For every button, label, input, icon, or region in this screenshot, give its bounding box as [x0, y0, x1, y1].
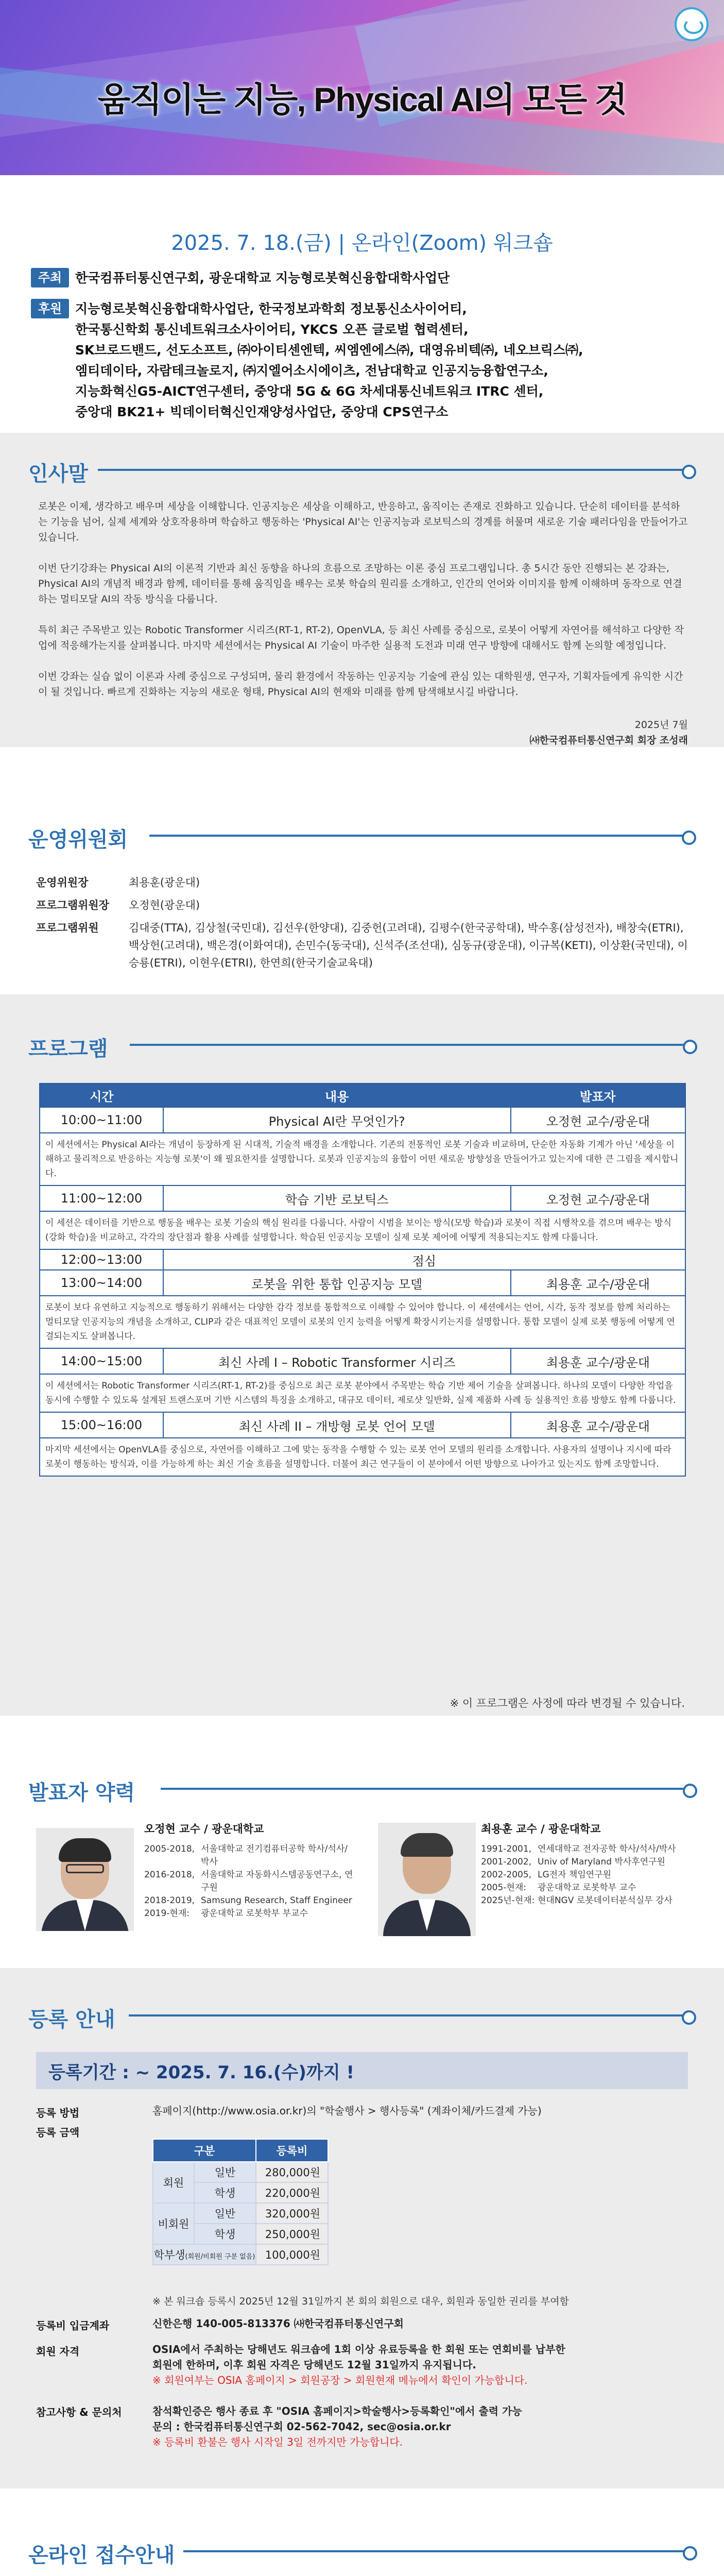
event-date: 2025. 7. 18.(금) | 온라인(Zoom) 워크숍 [171, 231, 553, 255]
method-label: 등록 방법 [36, 2107, 80, 2119]
section-divider [98, 469, 695, 471]
sponsor-label: 후원 [31, 299, 69, 318]
speaker-bio-2: 최용훈 교수 / 광운대학교 1991-2001, 연세대학교 전자공학 학사/석사/박사 2001-2002, Univ of Maryland 박사후연구원 2002-2005, LG전자 책임연구원 2005-현재: 광운대학교 로봇학부 교수 2025년-현재: 현대NGV 로봇데이터분석실무 강사 [481, 1823, 676, 1906]
method-text: 홈페이지(http://www.osia.or.kr)의 "학술행사 > 행사등록" (계좌이체/카드결제 가능) [152, 2105, 542, 2117]
speakers-title: 발표자 약력 [28, 1781, 135, 1805]
account-label: 등록비 입금계좌 [36, 2319, 110, 2332]
table-row: 10:00~11:00 Physical AI란 무엇인가? 오정현 교수/광운대 [40, 1107, 685, 1133]
registration-period: 등록기간 : ~ 2025. 7. 16.(수)까지 ! [36, 2052, 688, 2089]
greeting-title: 인사말 [28, 462, 88, 486]
committee-list: 운영위원장 최용훈(광운대) 프로그램위원장 오정현(광운대) 프로그램위원 김대중(TTA), 김상철(국민대), 김선우(한양대), 김중헌(고려대), 김평수(한국공학대), 박수홍(삼성전자), 배창숙(ETRI), 백상헌(고려대), 백은경(이화여대), 손민수(동국대), 신석주(조선대), 심동규(광운대), 이규복(KETI), 이상환(국민대), 이승룡(ETRI), 이현우(ETRI), 한연희(한국기술교육대) [36, 876, 688, 969]
fee-table: 구분 등록비 회원 일반 280,000원 학생 220,000원 비회원 일반 320,000원 학생 250,000원 학부생(회원/비회원 구분 없음) 100,000원 [152, 2139, 329, 2265]
host-row [31, 268, 667, 289]
online-title: 온라인 접수안내 [28, 2544, 175, 2567]
member-text: OSIA에서 주최하는 당해년도 워크숍에 1회 이상 유료등록을 한 회원 또는 연회비를 납부한 회원에 한하며, 이후 회원 자격은 당해년도 12월 31일까지 유지됩니다. ※ 회원여부는 OSIA 홈페이지 > 회원공장 > 회원현재 메뉴에서 확인이 가능합니다. [152, 2343, 565, 2386]
program-table: 시간 내용 발표자 10:00~11:00 Physical AI란 무엇인가? 오정현 교수/광운대 이 세션에서는 Physical AI라는 개념이 등장하게 된 시대적, 기술적 배경을 소개합니다. 기존의 전통적인 로봇 기술과 비교하며, 단순한 자동화 기계가 아닌 '세상을 이해하고 물리적으로 반응하는 지능형 로봇'이 왜 필요한지를 설명합니다. 로봇과 인공지능의 융합이 어떤 새로운 방향성을 만들어가고 있는지에 대한 큰 그림을 제시합니다. 11:00~12:00 학습 기반 로보틱스 오정현 교수/광운대 이 세션은 데이터를 기반으로 행동을 배우는 로봇 기술의 핵심 원리를 다룹니다. 사람이 시범을 보이는 방식(모방 학습)과 로봇이 직접 시행착오를 겪으며 배우는 방식(강화 학습)을 비교하고, 각각의 장단점과 활용 사례를 설명합니다. 학습된 인공지능 모델이 실제 로봇 제어에 어떻게 적용되는지도 함께 다룹니다. 12:00~13:00 점심 13:00~14:00 로봇을 위한 통합 인공지능 모델 최용훈 교수/광운대 로봇이 보다 유연하고 지능적으로 행동하기 위해서는 다양한 감각 정보를 통합적으로 이해할 수 있어야 합니다. 이 세션에서는 언어, 시각, 동작 정보를 함께 처리하는 멀티모달 인공지능의 개념을 소개하고, CLIP과 같은 대표적인 모델이 로봇의 인지 능력을 어떻게 확장시키는지를 설명합니다. 통합 모델이 실제 로봇 행동에 어떻게 연결되는지도 살펴봅니다. 14:00~15:00 최신 사례 I – Robotic Transformer 시리즈 최용훈 교수/광운대 이 세션에서는 Robotic Transformer 시리즈(RT-1, RT-2)를 중심으로 최근 로봇 분야에서 주목받는 학습 기반 제어 기술을 살펴봅니다. 하나의 모델이 다양한 작업을 동시에 수행할 수 있도록 설계된 트랜스포머 기반 시스템의 특징을 소개하고, 대규모 데이터, 제로샷 일반화, 실제 제품화 사례 등 실용적인 흐름 방향도 함께 다룹니다. 15:00~16:00 최신 사례 II – 개방형 로봇 언어 모델 최용훈 교수/광운대 마지막 세션에서는 OpenVLA를 중심으로, 자연어를 이해하고 그에 맞는 동작을 수행할 수 있는 로봇 언어 모델의 원리를 소개합니다. 사용자의 설명이나 지시에 따라 로봇이 행동하는 방식과, 이를 가능하게 하는 최신 기술 흐름을 설명합니다. 더불어 최근 연구들이 이 분야에서 어떤 방향으로 나아가고 있는지도 함께 조망합니다. [39, 1083, 686, 1477]
table-row: 학생 250,000원 [153, 2224, 328, 2244]
account-text: 신한은행 140-005-813376 ㈔한국컴퓨터통신연구회 [152, 2317, 404, 2330]
section-divider [183, 2550, 696, 2552]
sponsor-text: 지능형로봇혁신융합대학사업단, 한국정보과학회 정보통신소사이어티, 한국통신학회 통신네트워크소사이어티, YKCS 오픈 글로벌 협력센터, SK브로드밴드, 선도소프트, ㈜아이티센엔텍, 씨엠엔에스㈜, 대영유비텍㈜, 네오브릭스㈜, 엠티데이타, 자람테크놀로지, ㈜지엘어소시에이츠, 전남대학교 인공지능융합연구소, 지능화혁신G5-AICT연구센터, 중앙대 5G & 6G 차세대통신네트워크 ITRC 센터, 중앙대 BK21+ 빅데이터혁신인재양성사업단, 중앙대 CPS연구소 [75, 301, 583, 419]
program-title: 프로그램 [28, 1037, 108, 1061]
table-row: 로봇이 보다 유연하고 지능적으로 행동하기 위해서는 다양한 감각 정보를 통합적으로 이해할 수 있어야 합니다. 이 세션에서는 언어, 시각, 동작 정보를 함께 처리하는 멀티모달 인공지능의 개념을 소개하고, CLIP과 같은 대표적인 모델이 로봇의 인지 능력을 어떻게 확장시키는지를 설명합니다. 통합 모델이 실제 로봇 행동에 어떻게 연결되는지도 살펴봅니다. [40, 1296, 685, 1348]
table-row: 학부생(회원/비회원 구분 없음) 100,000원 [153, 2244, 328, 2265]
table-row: 마지막 세션에서는 OpenVLA를 중심으로, 자연어를 이해하고 그에 맞는 동작을 수행할 수 있는 로봇 언어 모델의 원리를 소개합니다. 사용자의 설명이나 지시에 따라 로봇이 행동하는 방식과, 이를 가능하게 하는 최신 기술 흐름을 설명합니다. 더불어 최근 연구들이 이 분야에서 어떤 방향으로 나아가고 있는지도 함께 조망합니다. [40, 1438, 685, 1476]
host-text: 한국컴퓨터통신연구회, 광운대학교 지능형로봇혁신융합대학사업단 [75, 270, 450, 285]
section-divider [161, 1788, 696, 1790]
osia-logo-icon [675, 7, 709, 41]
hero-title: 움직이는 지능, Physical AI의 모든 것 [97, 80, 627, 118]
fee-note: ※ 본 워크숍 등록시 2025년 12월 31일까지 본 회의 회원으로 대우, 회원과 동일한 권리를 부여함 [152, 2296, 569, 2307]
registration-title: 등록 안내 [28, 2008, 115, 2031]
sponsor-row [31, 299, 667, 422]
table-row: 15:00~16:00 최신 사례 II – 개방형 로봇 언어 모델 최용훈 교수/광운대 [40, 1412, 685, 1438]
speaker-photo-1 [36, 1828, 134, 1931]
ref-label: 참고사항 & 문의처 [36, 2406, 122, 2418]
ref-text: 참석확인증은 행사 종료 후 "OSIA 홈페이지>학술행사>등록확인"에서 출력 가능 문의 : 한국컴퓨터통신연구회 02-562-7042, sec@osia.or.kr ※ 등록비 환불은 행사 시작일 3일 전까지만 가능합니다. [152, 2405, 522, 2448]
section-divider [129, 2014, 695, 2016]
fee-label: 등록 금액 [36, 2126, 80, 2139]
section-divider [130, 1044, 696, 1046]
table-row: 12:00~13:00 점심 [40, 1249, 685, 1270]
speaker-bio-1: 오정현 교수 / 광운대학교 2005-2018, 서울대학교 전기컴퓨터공학 학사/석사/박사 2016-2018, 서울대학교 자동화시스템공동연구소, 연구원 2018-2019, Samsung Research, Staff Engineer 2019-현재: 광운대학교 로봇학부 부교수 [144, 1823, 353, 1919]
committee-title: 운영위원회 [28, 828, 128, 852]
table-row: 14:00~15:00 최신 사례 I – Robotic Transformer 시리즈 최용훈 교수/광운대 [40, 1348, 685, 1374]
speaker-photo-2 [378, 1823, 476, 1936]
table-row: 이 세션에서는 Physical AI라는 개념이 등장하게 된 시대적, 기술적 배경을 소개합니다. 기존의 전통적인 로봇 기술과 비교하며, 단순한 자동화 기계가 아닌 '세상을 이해하고 물리적으로 반응하는 지능형 로봇'이 왜 필요한지를 설명합니다. 로봇과 인공지능의 융합이 어떤 새로운 방향성을 만들어가고 있는지에 대한 큰 그림을 제시합니다. [40, 1133, 685, 1185]
section-divider [149, 835, 695, 837]
table-row: 비회원 일반 320,000원 [153, 2203, 328, 2224]
greeting-body: 로봇은 이제, 생각하고 배우며 세상을 이해합니다. 인공지능은 세상을 이해하고, 반응하고, 움직이는 존재로 진화하고 있습니다. 단순히 데이터를 분석하는 기능을 넘어, 실제 세계와 상호작용하며 학습하고 행동하는 'Physical AI'는 인공지능과 로보틱스의 경계를 허물며 새로운 기술 패러다임을 만들어가고 있습니다. 이번 단기강좌는 Physical AI의 이론적 기반과 최신 동향을 하나의 흐름으로 조망하는 이론 중심 프로그램입니다. 총 5시간 동안 진행되는 본 강좌는, Physical AI의 개념적 배경과 함께, 데이터를 통해 움직임을 배우는 로봇 학습의 원리를 소개하고, 인간의 언어와 이미지를 함께 이해하며 동작으로 연결하는 멀티모달 AI의 작동 방식을 다룹니다. 특히 최근 주목받고 있는 Robotic Transformer 시리즈(RT-1, RT-2), OpenVLA, 등 최신 사례를 중심으로, 로봇이 어떻게 자연어를 해석하고 다양한 작업에 적응해가는지를 살펴봅니다. 마지막 세션에서는 Physical AI 기술이 마주한 실용적 도전과 미래 연구 방향에 대해서도 함께 논의할 예정입니다. 이번 강좌는 실습 없이 이론과 사례 중심으로 구성되며, 물리 환경에서 작동하는 인공지능 기술에 관심 있는 대학원생, 연구자, 기획자들에게 유익한 시간이 될 것입니다. 빠르게 진화하는 지능의 새로운 형태, Physical AI의 현재와 미래를 함께 탐색해보시길 바랍니다. [38, 501, 688, 698]
table-row: 이 세션에서는 Robotic Transformer 시리즈(RT-1, RT-2)를 중심으로 최근 로봇 분야에서 주목받는 학습 기반 제어 기술을 살펴봅니다. 하나의 모델이 다양한 작업을 동시에 수행할 수 있도록 설계된 트랜스포머 기반 시스템의 특징을 소개하고, 대규모 데이터, 제로샷 일반화, 실제 제품화 사례 등 실용적인 흐름 방향도 함께 다룹니다. [40, 1374, 685, 1412]
table-row: 학생 220,000원 [153, 2182, 328, 2203]
table-row: 13:00~14:00 로봇을 위한 통합 인공지능 모델 최용훈 교수/광운대 [40, 1270, 685, 1296]
greeting-signature: 2025년 7월 ㈔한국컴퓨터통신연구회 회장 조성래 [529, 719, 688, 746]
table-row: 회원 일반 280,000원 [153, 2162, 328, 2182]
member-label: 회원 자격 [36, 2345, 80, 2358]
host-label: 주최 [31, 268, 69, 287]
table-row: 이 세션은 데이터를 기반으로 행동을 배우는 로봇 기술의 핵심 원리를 다룹니다. 사람이 시범을 보이는 방식(모방 학습)과 로봇이 직접 시행착오를 겪으며 배우는 방식(강화 학습)을 비교하고, 각각의 장단점과 활용 사례를 설명합니다. 학습된 인공지능 모델이 실제 로봇 제어에 어떻게 적용되는지도 함께 다룹니다. [40, 1211, 685, 1249]
hero-banner [0, 0, 724, 175]
table-row: 11:00~12:00 학습 기반 로보틱스 오정현 교수/광운대 [40, 1185, 685, 1211]
program-note: ※ 이 프로그램은 사정에 따라 변경될 수 있습니다. [450, 1697, 685, 1709]
